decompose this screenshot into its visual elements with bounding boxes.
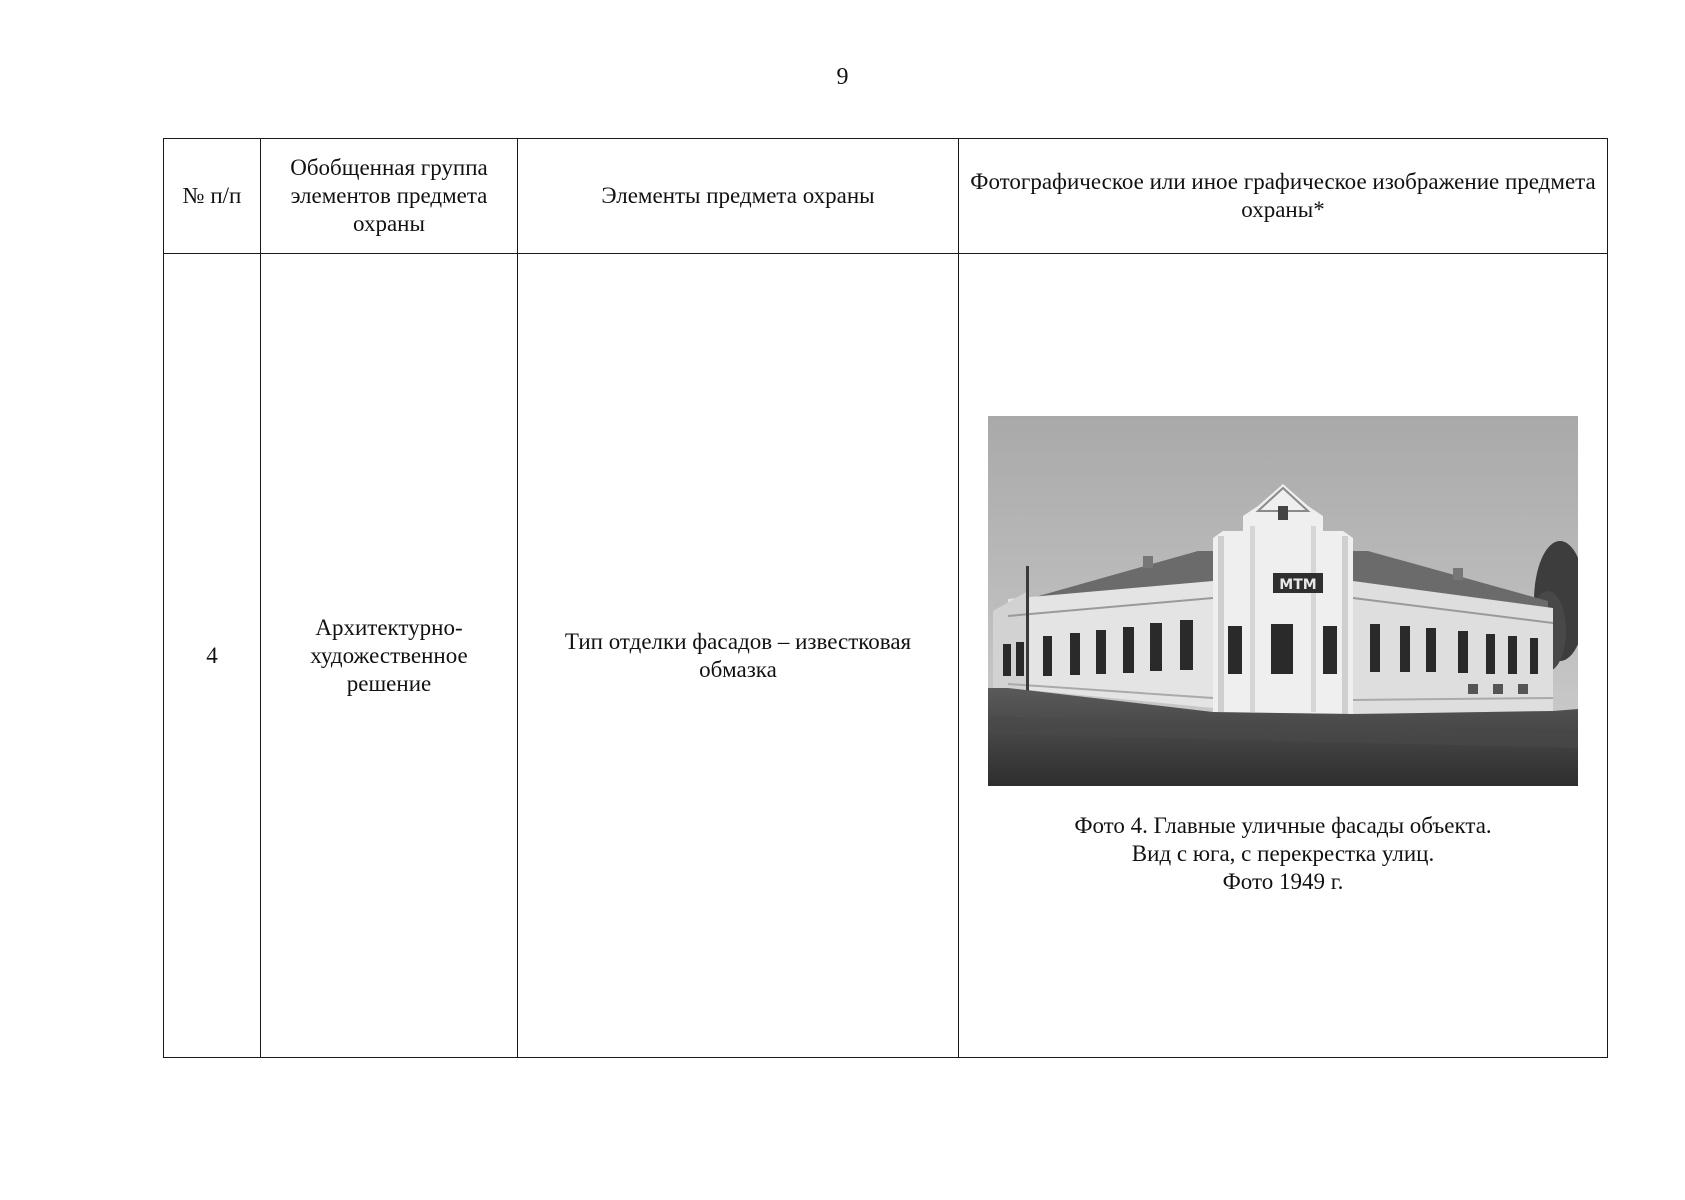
caption-line: Вид с юга, с перекрестка улиц.: [1131, 840, 1435, 866]
header-group: Обобщенная группа элементов предмета охраны: [261, 139, 518, 254]
caption-line: Фото 4. Главные уличные фасады объекта.: [1074, 812, 1492, 838]
row-group: Архитектурно-художественное решение: [261, 254, 518, 1058]
photo-sign-text: МТМ: [1279, 576, 1317, 593]
row-number: 4: [164, 254, 261, 1058]
caption-line: Фото 1949 г.: [1222, 868, 1344, 894]
photo-container: [959, 416, 1607, 896]
table-row: [164, 254, 1608, 1058]
header-number: № п/п: [164, 139, 261, 254]
building-photo: [988, 416, 1578, 786]
row-elements: Тип отделки фасадов – известковая обмазка: [518, 254, 959, 1058]
row-image-cell: [959, 254, 1608, 1058]
header-elements: Элементы предмета охраны: [518, 139, 959, 254]
table-header-row: [164, 139, 1608, 254]
page-number: 9: [836, 64, 849, 90]
protection-table: [163, 138, 1608, 1058]
header-image: Фотографическое или иное графическое изображение предмета охраны*: [959, 139, 1608, 254]
photo-caption: [1074, 812, 1491, 896]
